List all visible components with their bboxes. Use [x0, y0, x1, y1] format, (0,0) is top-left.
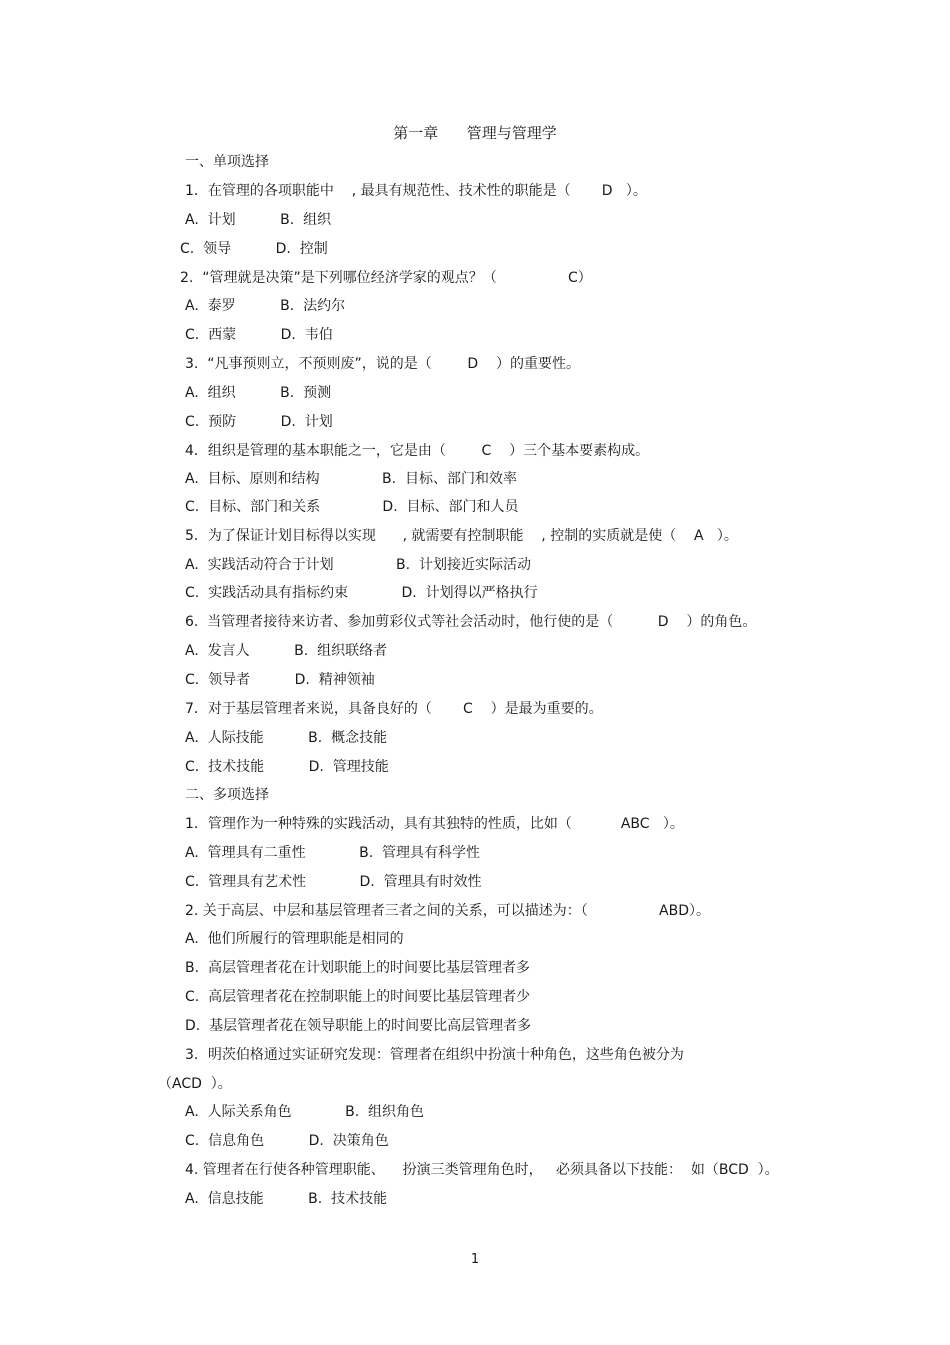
multi-question-1: 1．管理作为一种特殊的实践活动，具有其独特的性质，比如（ ABC ）。	[185, 816, 684, 832]
options-q4-ab: A. 目标、原则和结构 B. 目标、部门和效率	[185, 471, 517, 487]
question-2: 2. “管理就是决策”是下列哪位经济学家的观点？（ C）	[180, 270, 592, 286]
options-q3-cd: C. 预防 D. 计划	[185, 414, 333, 430]
options-q5-cd: C. 实践活动具有指标约束 D. 计划得以严格执行	[185, 585, 538, 601]
options-q3-ab: A. 组织 B. 预测	[185, 385, 332, 401]
question-4: 4．组织是管理的基本职能之一，它是由（ C ）三个基本要素构成。	[185, 443, 650, 459]
multi-question-2: 2. 关于高层、中层和基层管理者三者之间的关系，可以描述为：（ ABD）。	[185, 903, 710, 919]
question-6: 6. 当管理者接待来访者、参加剪彩仪式等社会活动时，他行使的是（ D ）的角色。	[185, 614, 757, 630]
options-q4-cd: C. 目标、部门和关系 D. 目标、部门和人员	[185, 499, 519, 515]
option-m2-c: C. 高层管理者花在控制职能上的时间要比基层管理者少	[185, 989, 531, 1005]
options-q1-cd: C. 领导 D. 控制	[180, 241, 328, 257]
question-3: 3. “凡事预则立，不预则废”，说的是（ D ）的重要性。	[185, 356, 580, 372]
options-q6-ab: A. 发言人 B. 组织联络者	[185, 643, 388, 659]
page-number: 1	[470, 1252, 480, 1267]
options-q7-ab: A. 人际技能 B. 概念技能	[185, 730, 388, 746]
multi-question-4: 4. 管理者在行使各种管理职能、 扮演三类管理角色时， 必须具备以下技能： 如（BCD ）。	[185, 1162, 779, 1178]
options-q2-cd: C. 西蒙 D. 韦伯	[185, 327, 333, 343]
options-q2-ab: A. 泰罗 B. 法约尔	[185, 298, 346, 314]
chapter-title: 第一章 管理与管理学	[393, 124, 557, 142]
section-heading-multiple-choice: 二、多项选择	[185, 787, 269, 803]
options-m3-ab: A. 人际关系角色 B. 组织角色	[185, 1104, 425, 1120]
question-5: 5．为了保证计划目标得以实现 , 就需要有控制职能 , 控制的实质就是使（ A ）。	[185, 528, 738, 544]
multi-question-3-answer: （ACD ）。	[158, 1076, 232, 1092]
question-1: 1．在管理的各项职能中 , 最具有规范性、技术性的职能是（ D ）。	[185, 183, 647, 199]
options-q1-ab: A. 计划 B. 组织	[185, 212, 332, 228]
question-7: 7．对于基层管理者来说，具备良好的（ C ）是最为重要的。	[185, 701, 603, 717]
options-m4-ab: A. 信息技能 B. 技术技能	[185, 1191, 388, 1207]
options-m3-cd: C. 信息角色 D. 决策角色	[185, 1133, 389, 1149]
options-q5-ab: A. 实践活动符合于计划 B. 计划接近实际活动	[185, 557, 531, 573]
option-m2-b: B. 高层管理者花在计划职能上的时间要比基层管理者多	[185, 960, 530, 976]
options-q7-cd: C. 技术技能 D. 管理技能	[185, 759, 389, 775]
options-q6-cd: C. 领导者 D. 精神领袖	[185, 672, 375, 688]
section-heading-single-choice: 一、单项选择	[185, 154, 269, 170]
option-m2-a: A. 他们所履行的管理职能是相同的	[185, 931, 404, 947]
options-m1-ab: A. 管理具有二重性 B. 管理具有科学性	[185, 845, 481, 861]
multi-question-3: 3．明茨伯格通过实证研究发现：管理者在组织中扮演十种角色，这些角色被分为	[185, 1047, 684, 1063]
option-m2-d: D. 基层管理者花在领导职能上的时间要比高层管理者多	[185, 1018, 532, 1034]
options-m1-cd: C. 管理具有艺术性 D. 管理具有时效性	[185, 874, 482, 890]
